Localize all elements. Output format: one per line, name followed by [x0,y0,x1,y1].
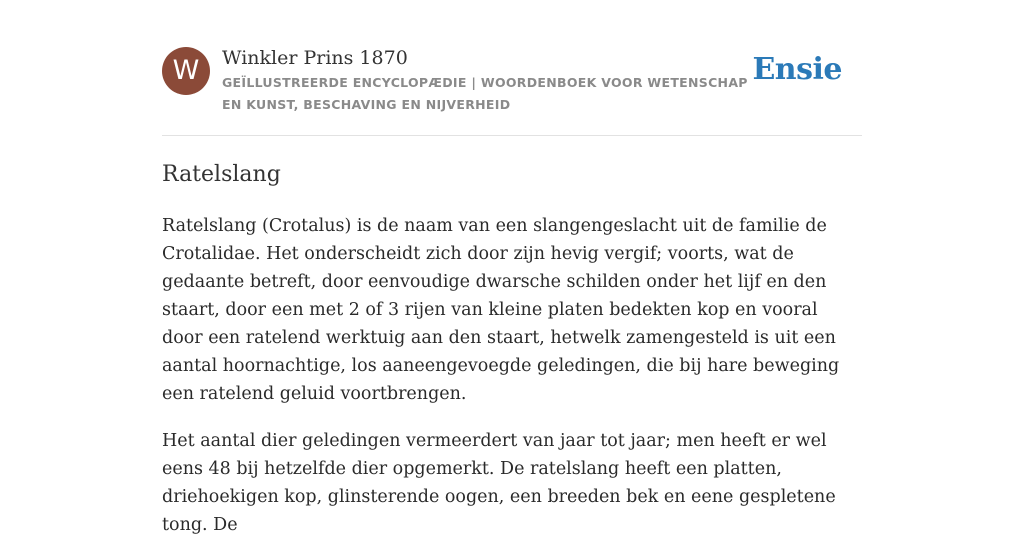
article-page [162,0,862,539]
article-paragraph-1: Ratelslang (Crotalus) is de naam van een slangengeslacht uit de familie de Crotalidae. Het onderscheidt zich door zijn hevig vergif; voorts, wat de gedaante betreft, door eenvoudige dwarsche schilden onder het lijf en den staart, door een met 2 of 3 rijen van kleine platen bedekten kop en vooral door een ratelend werktuig aan den staart, hetwelk zamengesteld is uit een aantal hoornachtige, los aaneengevoegde geledingen, die bij hare beweging een ratelend geluid voortbrengen. [162,216,840,404]
ensie-logo[interactable]: Ensie [752,52,842,87]
source-header [162,0,862,136]
article-paragraph-2: Het aantal dier geledingen vermeerdert van jaar tot jaar; men heeft er wel eens 48 bij hetzelfde dier opgemerkt. De ratelslang heeft een platten, driehoekigen kop, glinsterende oogen, een breeden bek en eene gespletene tong. De [162,431,836,535]
source-avatar[interactable]: W [162,47,210,95]
article-title: Ratelslang [162,162,281,187]
source-subtitle: GEÏLLUSTREERDE ENCYCLOPÆDIE | WOORDENBOEK VOOR WETENSCHAP EN KUNST, BESCHAVING EN NIJVERHEID [222,75,748,112]
article-body [162,212,862,539]
source-title-link[interactable]: Winkler Prins 1870 [222,47,408,69]
